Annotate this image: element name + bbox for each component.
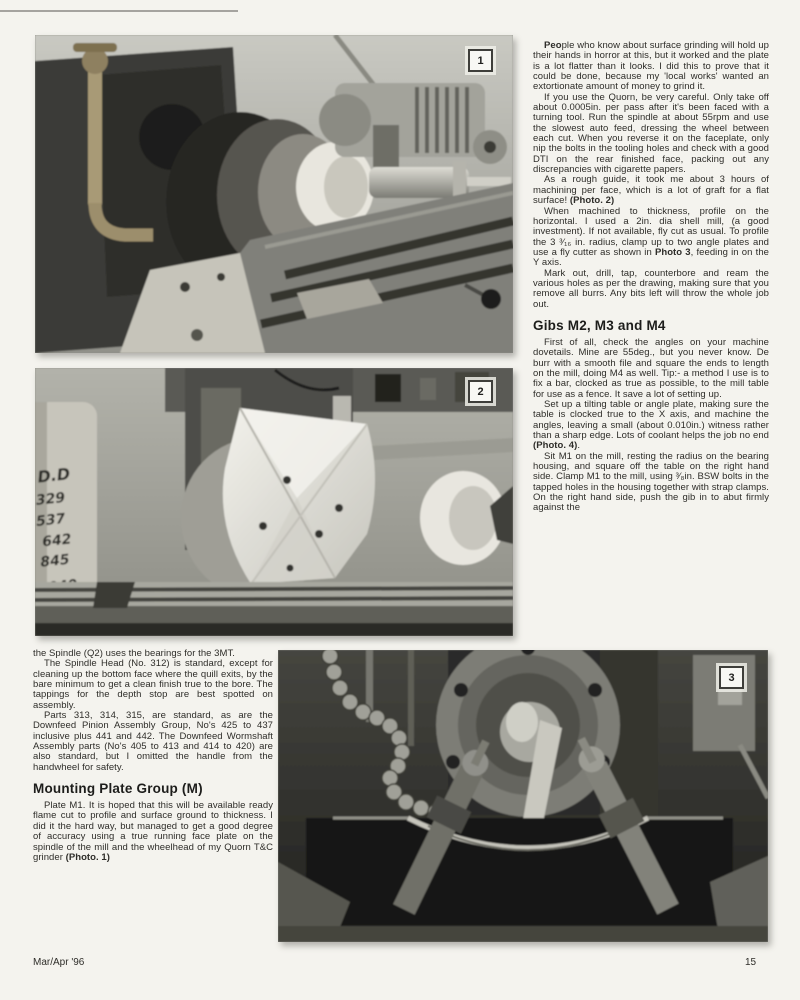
paragraph — [533, 41, 769, 93]
drop-lead: Peo — [544, 40, 562, 51]
photo-1-number: 1 — [477, 54, 484, 67]
paragraph-text: . — [577, 440, 581, 452]
paragraph-text: Set up a tilting table or angle plate, making sure the table is clocked true to the X axis, and machine the angles, leaving a small (about 0.010in.) witness rather than a sharp edge. Lots of coolant helps the job no end — [533, 399, 769, 442]
handwriting-line: 537 — [35, 510, 67, 530]
handwriting-line: D.D — [36, 464, 71, 487]
paragraph-text: ple who know about surface grinding will hold up their hands in horror at this, but it worked and the plate is a lot flatter than it looks. I did this to prove that it could be done, because my 'local works' wanted an extortionate amount of money to grind it. — [533, 40, 769, 93]
photo-reference: (Photo. 2) — [569, 195, 615, 207]
photo-3-image — [278, 650, 768, 942]
paragraph — [533, 175, 769, 206]
paragraph: First of all, check the angles on your machine dovetails. Mine are 55deg., but you never know. De burr with a smooth file and square the ends to length on the mill, doing M4 as well. Tip:- a method I use is to fix a bar, clocked as true as possible, to the mill table for use as a fence. It save a lot of setting up. — [533, 336, 769, 400]
photo-2-number: 2 — [477, 385, 484, 398]
workpiece — [306, 818, 733, 942]
photo-1 — [35, 35, 513, 353]
handwriting-line: 329 — [35, 489, 66, 509]
right-text-column — [533, 41, 769, 514]
paragraph: Mark out, drill, tap, counterbore and ream the various holes as per the drawing, making sure that you remove all burrs. Any bits left will throw the whole job out. — [533, 267, 769, 310]
paragraph: Sit M1 on the mill, resting the radius on the bearing housing, and square off the table on the right hand side. Clamp M1 to the mill, using ³⁄₈in. BSW bolts in the tapped holes in the housing together with strap clamps. On the right hand side, push the gib in to abut firmly against the — [533, 450, 769, 514]
mill-table-front — [35, 582, 513, 636]
paragraph-text: As a rough guide, it took me about 3 hours of machining per face, which is a lot of graft for a flat surface! — [533, 174, 769, 207]
photo-3 — [278, 650, 768, 942]
paragraph — [533, 207, 769, 269]
section-heading-gibs: Gibs M2, M3 and M4 — [533, 317, 666, 333]
photo-2 — [35, 368, 513, 636]
left-text-column — [33, 649, 273, 863]
footer-page-number: 15 — [745, 957, 757, 968]
handwriting-line: 642 — [41, 531, 73, 551]
paragraph: the Spindle (Q2) uses the bearings for the 3MT. — [33, 648, 235, 659]
photo-3-number: 3 — [728, 671, 735, 684]
section-heading-mounting-plate: Mounting Plate Group (M) — [33, 781, 203, 797]
footer-issue-date: Mar/Apr '96 — [33, 957, 85, 968]
paragraph-text: , feeding in on the Y axis. — [533, 246, 769, 269]
photo-2-image — [35, 368, 513, 636]
photo-3-number-badge — [719, 666, 744, 689]
paragraph — [33, 801, 273, 863]
photo-reference: (Photo. 1) — [65, 851, 110, 863]
paragraph-text: Plate M1. It is hoped that this will be available ready flame cut to profile and surface ground to thickness. I did it the hard way, but managed to get a good degree of accuracy using a true running face plate on the spindle of the mill and the wheelhead of my Quorn T&C grinder — [33, 800, 273, 863]
photo-reference: Photo 3 — [654, 246, 691, 258]
scan-artifact-line — [0, 10, 238, 12]
motor — [319, 83, 507, 167]
paragraph-text: When machined to thickness, profile on the horizontal. I used a 2in. dia shell mill, (a good investment). If not available, fly cut as usual. To profile the 3 ³⁄₁₆ in. radius, clamp up to two angle plates and use a fly cutter as shown in — [533, 205, 769, 258]
paragraph: The Spindle Head (No. 312) is standard, except for cleaning up the bottom face where the quill exits, by the bare minimum to get a clean finish true to the bore. The tappings for the depth stop are best spotted on assembly. — [33, 658, 273, 711]
photo-reference: (Photo. 4) — [533, 440, 578, 452]
photo-2-number-badge — [468, 380, 493, 403]
paragraph — [533, 400, 769, 452]
paragraph: Parts 313, 314, 315, are standard, as are the Downfeed Pinion Assembly Group, No's 425 to 437 inclusive plus 441 and 442. The Downfeed Wormshaft Assembly parts (No's 405 to 413 and 414 to 420) are also standard, but I omitted the handle from the handwheel for safety. — [33, 710, 273, 773]
photo-1-image — [35, 35, 513, 353]
handwriting-line: 845 — [39, 551, 71, 571]
paragraph: If you use the Quorn, be very careful. Only take off about 0.0005in. per pass after it's been faced with a turning tool. Run the spindle at about 55rpm and use the slowest auto feed, dressing the wheel between each cut. When you reverse it on the faceplate, only nip the bolts in the tooling holes and check with a good DTI on the rear finished face, packing out any discrepancies with cigarette papers. — [533, 91, 769, 176]
photo-1-number-badge — [468, 49, 493, 72]
